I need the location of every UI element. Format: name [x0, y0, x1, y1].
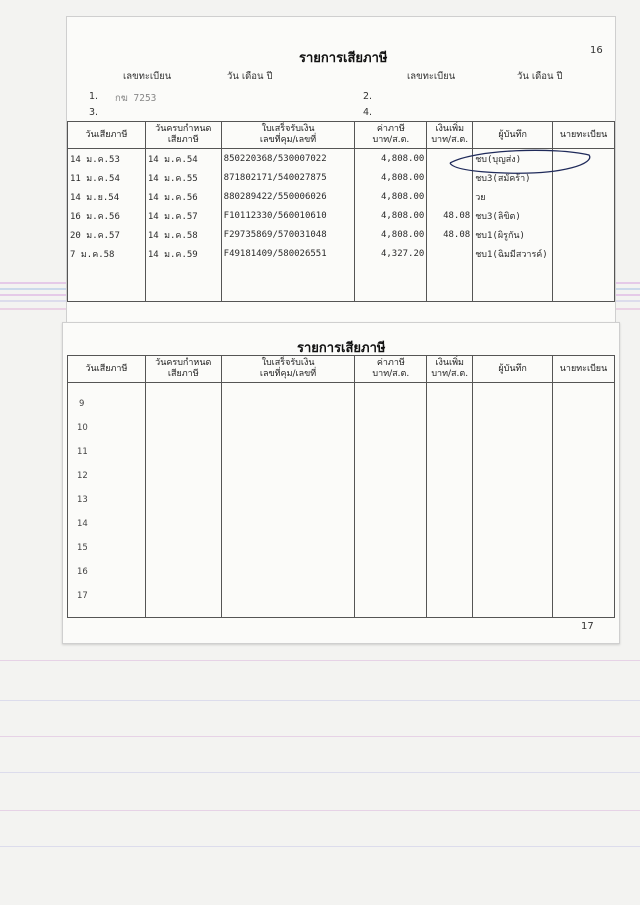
- col-header-receipt: ใบเสร็จรับเงิน เลขที่คุม/เลขที่: [221, 122, 355, 149]
- pen-strike-mark: [445, 145, 595, 185]
- table-row: [68, 282, 615, 302]
- cell-receipt: [221, 383, 355, 618]
- col-header-registrar: นายทะเบียน: [553, 122, 615, 149]
- line-number: 17: [77, 591, 88, 601]
- cell-registrar: [553, 263, 615, 282]
- page-number: 16: [590, 45, 603, 56]
- cell-due-date: [145, 282, 221, 302]
- cell-receipt: F10112330/560010610: [221, 206, 355, 225]
- cell-paid-date: 14 ม.ย.54: [68, 187, 146, 206]
- cell-due-date: 14 ม.ค.54: [145, 149, 221, 169]
- ruled-line: [0, 736, 640, 737]
- ruled-line: [0, 772, 640, 773]
- col-header-tax: ค่าภาษี บาท/ส.ต.: [355, 356, 427, 383]
- cell-extra: 48.08: [427, 225, 473, 244]
- col-header-paid-date: วันเสียภาษี: [68, 122, 146, 149]
- line-number: 10: [77, 423, 88, 433]
- slot-number: 3.: [89, 107, 99, 118]
- ruled-line: [0, 810, 640, 811]
- cell-due-date: 14 ม.ค.56: [145, 187, 221, 206]
- line-number: 9: [79, 399, 85, 409]
- cell-recorder: ชบ(บุญส่ง): [473, 149, 553, 169]
- cell-recorder: ชบ1(ฉิมมีสวารค์): [473, 244, 553, 263]
- cell-receipt: 871802171/540027875: [221, 168, 355, 187]
- header-reg-label-left: เลขทะเบียน: [123, 71, 172, 82]
- ruled-line: [0, 660, 640, 661]
- cell-receipt: 850220368/530007022: [221, 149, 355, 169]
- ruled-line: [0, 700, 640, 701]
- header-reg-label-right: เลขทะเบียน: [407, 71, 456, 82]
- cell-recorder: ชบ1(ผิรูกัน): [473, 225, 553, 244]
- cell-due-date: [145, 263, 221, 282]
- cell-paid-date: 14 ม.ค.53: [68, 149, 146, 169]
- cell-paid-date: [68, 282, 146, 302]
- tax-record-sheet-bottom: [62, 322, 620, 644]
- line-number: 13: [77, 495, 88, 505]
- cell-recorder: [473, 282, 553, 302]
- slot-number: 2.: [363, 91, 373, 102]
- cell-due-date: 14 ม.ค.55: [145, 168, 221, 187]
- table-row: [68, 244, 615, 263]
- cell-tax: 4,808.00: [355, 149, 427, 169]
- cell-receipt: F29735869/570031048: [221, 225, 355, 244]
- cell-due-date: [145, 383, 221, 618]
- cell-extra: [427, 244, 473, 263]
- cell-paid-date: [68, 263, 146, 282]
- line-number: 16: [77, 567, 88, 577]
- cell-tax: 4,808.00: [355, 187, 427, 206]
- slot-number: 1.: [89, 91, 99, 102]
- cell-extra: [427, 187, 473, 206]
- cell-due-date: 14 ม.ค.59: [145, 244, 221, 263]
- slot-value: กฆ 7253: [115, 93, 157, 104]
- cell-tax: 4,808.00: [355, 225, 427, 244]
- cell-paid-date: 11 ม.ค.54: [68, 168, 146, 187]
- tax-record-sheet-top: [66, 16, 616, 323]
- cell-extra: [427, 282, 473, 302]
- cell-receipt: F49181409/580026551: [221, 244, 355, 263]
- slot-number: 4.: [363, 107, 373, 118]
- line-number: 14: [77, 519, 88, 529]
- line-number: 12: [77, 471, 88, 481]
- cell-extra: 48.08: [427, 206, 473, 225]
- col-header-tax: ค่าภาษี บาท/ส.ต.: [355, 122, 427, 149]
- col-header-receipt: ใบเสร็จรับเงิน เลขที่คุม/เลขที่: [221, 356, 355, 383]
- cell-registrar: [553, 206, 615, 225]
- col-header-due-date: วันครบกำหนด เสียภาษี: [145, 356, 221, 383]
- cell-tax: [355, 263, 427, 282]
- cell-paid-date: 7 ม.ค.58: [68, 244, 146, 263]
- cell-recorder: ชบ3(ลิขิต): [473, 206, 553, 225]
- col-header-recorder: ผู้บันทึก: [473, 122, 553, 149]
- col-header-registrar: นายทะเบียน: [553, 356, 615, 383]
- header-date-label-left: วัน เดือน ปี: [227, 71, 273, 82]
- cell-tax: 4,808.00: [355, 168, 427, 187]
- cell-tax: [355, 282, 427, 302]
- col-header-extra: เงินเพิ่ม บาท/ส.ต.: [427, 122, 473, 149]
- cell-tax: 4,808.00: [355, 206, 427, 225]
- cell-recorder: วย: [473, 187, 553, 206]
- table-row: [68, 263, 615, 282]
- sheet-title: รายการเสียภาษี: [299, 51, 388, 66]
- cell-registrar: [553, 187, 615, 206]
- line-number: 11: [77, 447, 88, 457]
- table-row: [68, 225, 615, 244]
- col-header-recorder: ผู้บันทึก: [473, 356, 553, 383]
- col-header-due-date: วันครบกำหนด เสียภาษี: [145, 122, 221, 149]
- cell-due-date: 14 ม.ค.57: [145, 206, 221, 225]
- cell-recorder: ชบ3(สมัคร้า): [473, 168, 553, 187]
- cell-receipt: [221, 263, 355, 282]
- cell-registrar: [553, 244, 615, 263]
- cell-recorder: [473, 263, 553, 282]
- cell-paid-date: 20 ม.ค.57: [68, 225, 146, 244]
- col-header-paid-date: วันเสียภาษี: [68, 356, 146, 383]
- line-number: 15: [77, 543, 88, 553]
- cell-receipt: [221, 282, 355, 302]
- cell-registrar: [553, 282, 615, 302]
- tax-table-bottom: [67, 355, 615, 618]
- table-row: [68, 206, 615, 225]
- cell-tax: 4,327.20: [355, 244, 427, 263]
- table-header-row: [68, 356, 615, 383]
- cell-recorder: [473, 383, 553, 618]
- col-header-extra: เงินเพิ่ม บาท/ส.ต.: [427, 356, 473, 383]
- cell-registrar: [553, 225, 615, 244]
- cell-receipt: 880289422/550006026: [221, 187, 355, 206]
- cell-registrar: [553, 383, 615, 618]
- table-row: [68, 383, 615, 618]
- cell-due-date: 14 ม.ค.58: [145, 225, 221, 244]
- sheet-title: รายการเสียภาษี: [297, 341, 386, 356]
- ruled-line: [0, 846, 640, 847]
- cell-extra: [427, 383, 473, 618]
- cell-extra: [427, 263, 473, 282]
- cell-tax: [355, 383, 427, 618]
- header-date-label-right: วัน เดือน ปี: [517, 71, 563, 82]
- page-number: 17: [581, 621, 594, 632]
- table-row: [68, 187, 615, 206]
- cell-paid-date: 16 ม.ค.56: [68, 206, 146, 225]
